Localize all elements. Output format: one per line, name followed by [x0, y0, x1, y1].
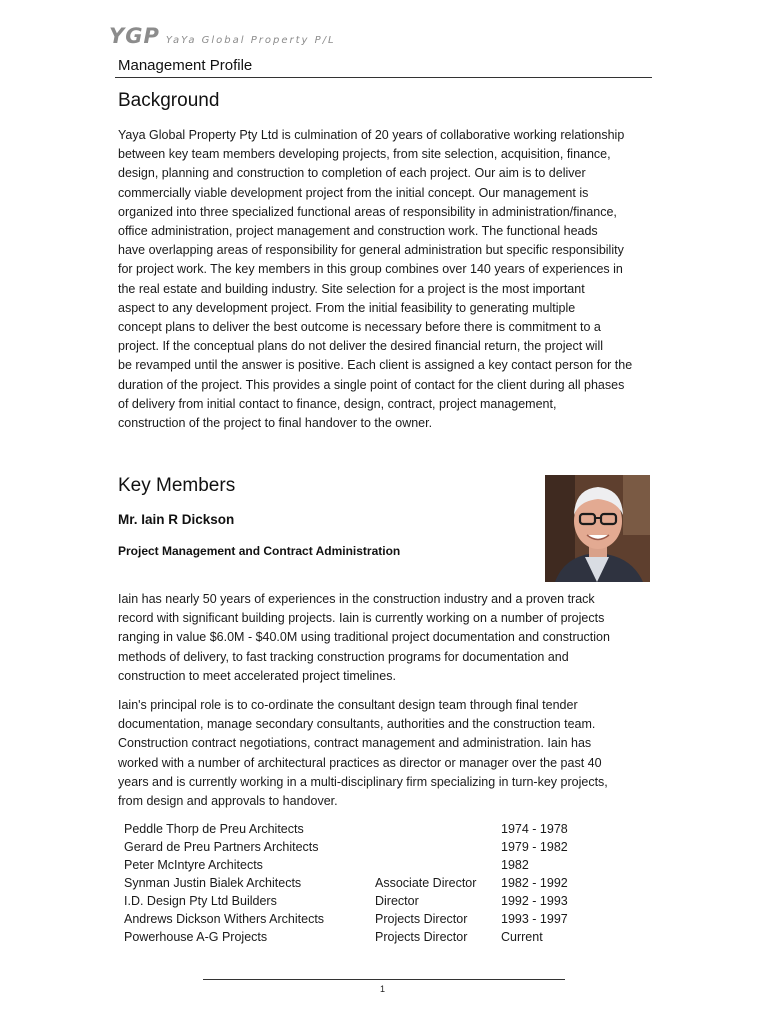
table-row [118, 838, 591, 856]
career-years: 1982 - 1992 [501, 876, 568, 890]
text-line: concept plans to deliver the best outcome is necessary before there is commitment to a [118, 320, 601, 335]
member-bio-paragraph-2 [118, 696, 652, 811]
background-paragraph [118, 126, 652, 433]
text-line: construction to meet accelerated project timelines. [118, 668, 396, 683]
text-line: methods of delivery, to fast tracking construction programs for documentation and [118, 649, 569, 664]
background-heading: Background [118, 90, 220, 111]
text-line: the real estate and building industry. Site selection for a project is the most important [118, 281, 585, 296]
career-history-table [118, 820, 591, 946]
text-line: design, planning and construction to completion of each project. Our aim is to deliver [118, 166, 586, 181]
career-firm: Synman Justin Bialek Architects [124, 876, 302, 890]
text-line: years and is currently working in a multi-disciplinary firm specializing in turn-key projects, [118, 774, 608, 789]
text-line: aspect to any development project. From the initial feasibility to generating multiple [118, 300, 576, 315]
career-position: Projects Director [375, 930, 468, 944]
career-position: Director [375, 894, 419, 908]
table-row [118, 856, 591, 874]
member-portrait-photo [545, 475, 650, 582]
text-line: for project work. The key members in this group combines over 140 years of experiences in [118, 262, 623, 277]
table-row [118, 892, 591, 910]
member-name: Mr. Iain R Dickson [118, 512, 235, 527]
table-row [118, 910, 591, 928]
logo-text: YaYa Global Property P/L [165, 35, 336, 46]
company-logo [109, 24, 336, 48]
header-divider [115, 77, 652, 78]
career-position [369, 838, 495, 856]
career-firm: Peter McIntyre Architects [124, 858, 263, 872]
text-line: ranging in value $6.0M - $40.0M using traditional project documentation and construction [118, 630, 610, 645]
career-years: 1982 [501, 858, 529, 872]
text-line: office administration, project management and construction work. The functional heads [118, 224, 598, 239]
career-firm: Powerhouse A-G Projects [124, 930, 268, 944]
table-row [118, 874, 591, 892]
member-bio-paragraph-1 [118, 590, 652, 686]
career-position [369, 820, 495, 838]
text-line: construction of the project to final handover to the owner. [118, 416, 433, 431]
career-position [369, 856, 495, 874]
key-members-heading: Key Members [118, 475, 236, 496]
text-line: commercially viable development project from the initial concept. Our management is [118, 185, 589, 200]
page-number: 1 [380, 984, 386, 994]
career-firm: Peddle Thorp de Preu Architects [124, 822, 304, 836]
career-years: 1979 - 1982 [501, 840, 568, 854]
footer-divider [203, 979, 565, 980]
text-line: Iain has nearly 50 years of experiences in the construction industry and a proven track [118, 592, 595, 606]
career-years: Current [501, 930, 543, 944]
text-line: duration of the project. This provides a single point of contact for the client during all phases [118, 377, 625, 392]
text-line: record with significant building projects. Iain is currently working on a number of projects [118, 611, 605, 626]
career-firm: Gerard de Preu Partners Architects [124, 840, 319, 854]
table-row [118, 820, 591, 838]
text-line: be revamped until the answer is positive. Each client is assigned a key contact person for the [118, 358, 633, 373]
text-line: organized into three specialized functional areas of responsibility in administration/finance, [118, 204, 617, 219]
document-title: Management Profile [118, 57, 253, 74]
career-position: Projects Director [375, 912, 468, 926]
text-line: Yaya Global Property Pty Ltd is culmination of 20 years of collaborative working relationship [118, 128, 625, 142]
text-line: of delivery from initial contact to finance, design, contract, project management, [118, 396, 557, 411]
table-row [118, 928, 591, 946]
career-years: 1974 - 1978 [501, 822, 568, 836]
career-position: Associate Director [375, 876, 477, 890]
text-line: from design and approvals to handover. [118, 794, 338, 809]
text-line: have overlapping areas of responsibility for general administration but specific responsibility [118, 243, 624, 258]
text-line: worked with a number of architectural practices as director or manager over the past 40 [118, 755, 602, 770]
text-line: project. If the conceptual plans do not deliver the desired financial return, the project will [118, 339, 603, 354]
text-line: documentation, manage secondary consultants, authorities and the construction team. [118, 717, 596, 732]
text-line: Iain's principal role is to co-ordinate the consultant design team through final tender [118, 698, 578, 712]
text-line: between key team members developing projects, from site selection, acquisition, finance, [118, 147, 611, 162]
member-role: Project Management and Contract Administration [118, 544, 401, 558]
text-line: Construction contract negotiations, contract management and administration. Iain has [118, 736, 592, 751]
career-years: 1992 - 1993 [501, 894, 568, 908]
career-firm: Andrews Dickson Withers Architects [124, 912, 325, 926]
career-years: 1993 - 1997 [501, 912, 568, 926]
logo-mark: YGP [109, 24, 160, 48]
career-firm: I.D. Design Pty Ltd Builders [124, 894, 277, 908]
